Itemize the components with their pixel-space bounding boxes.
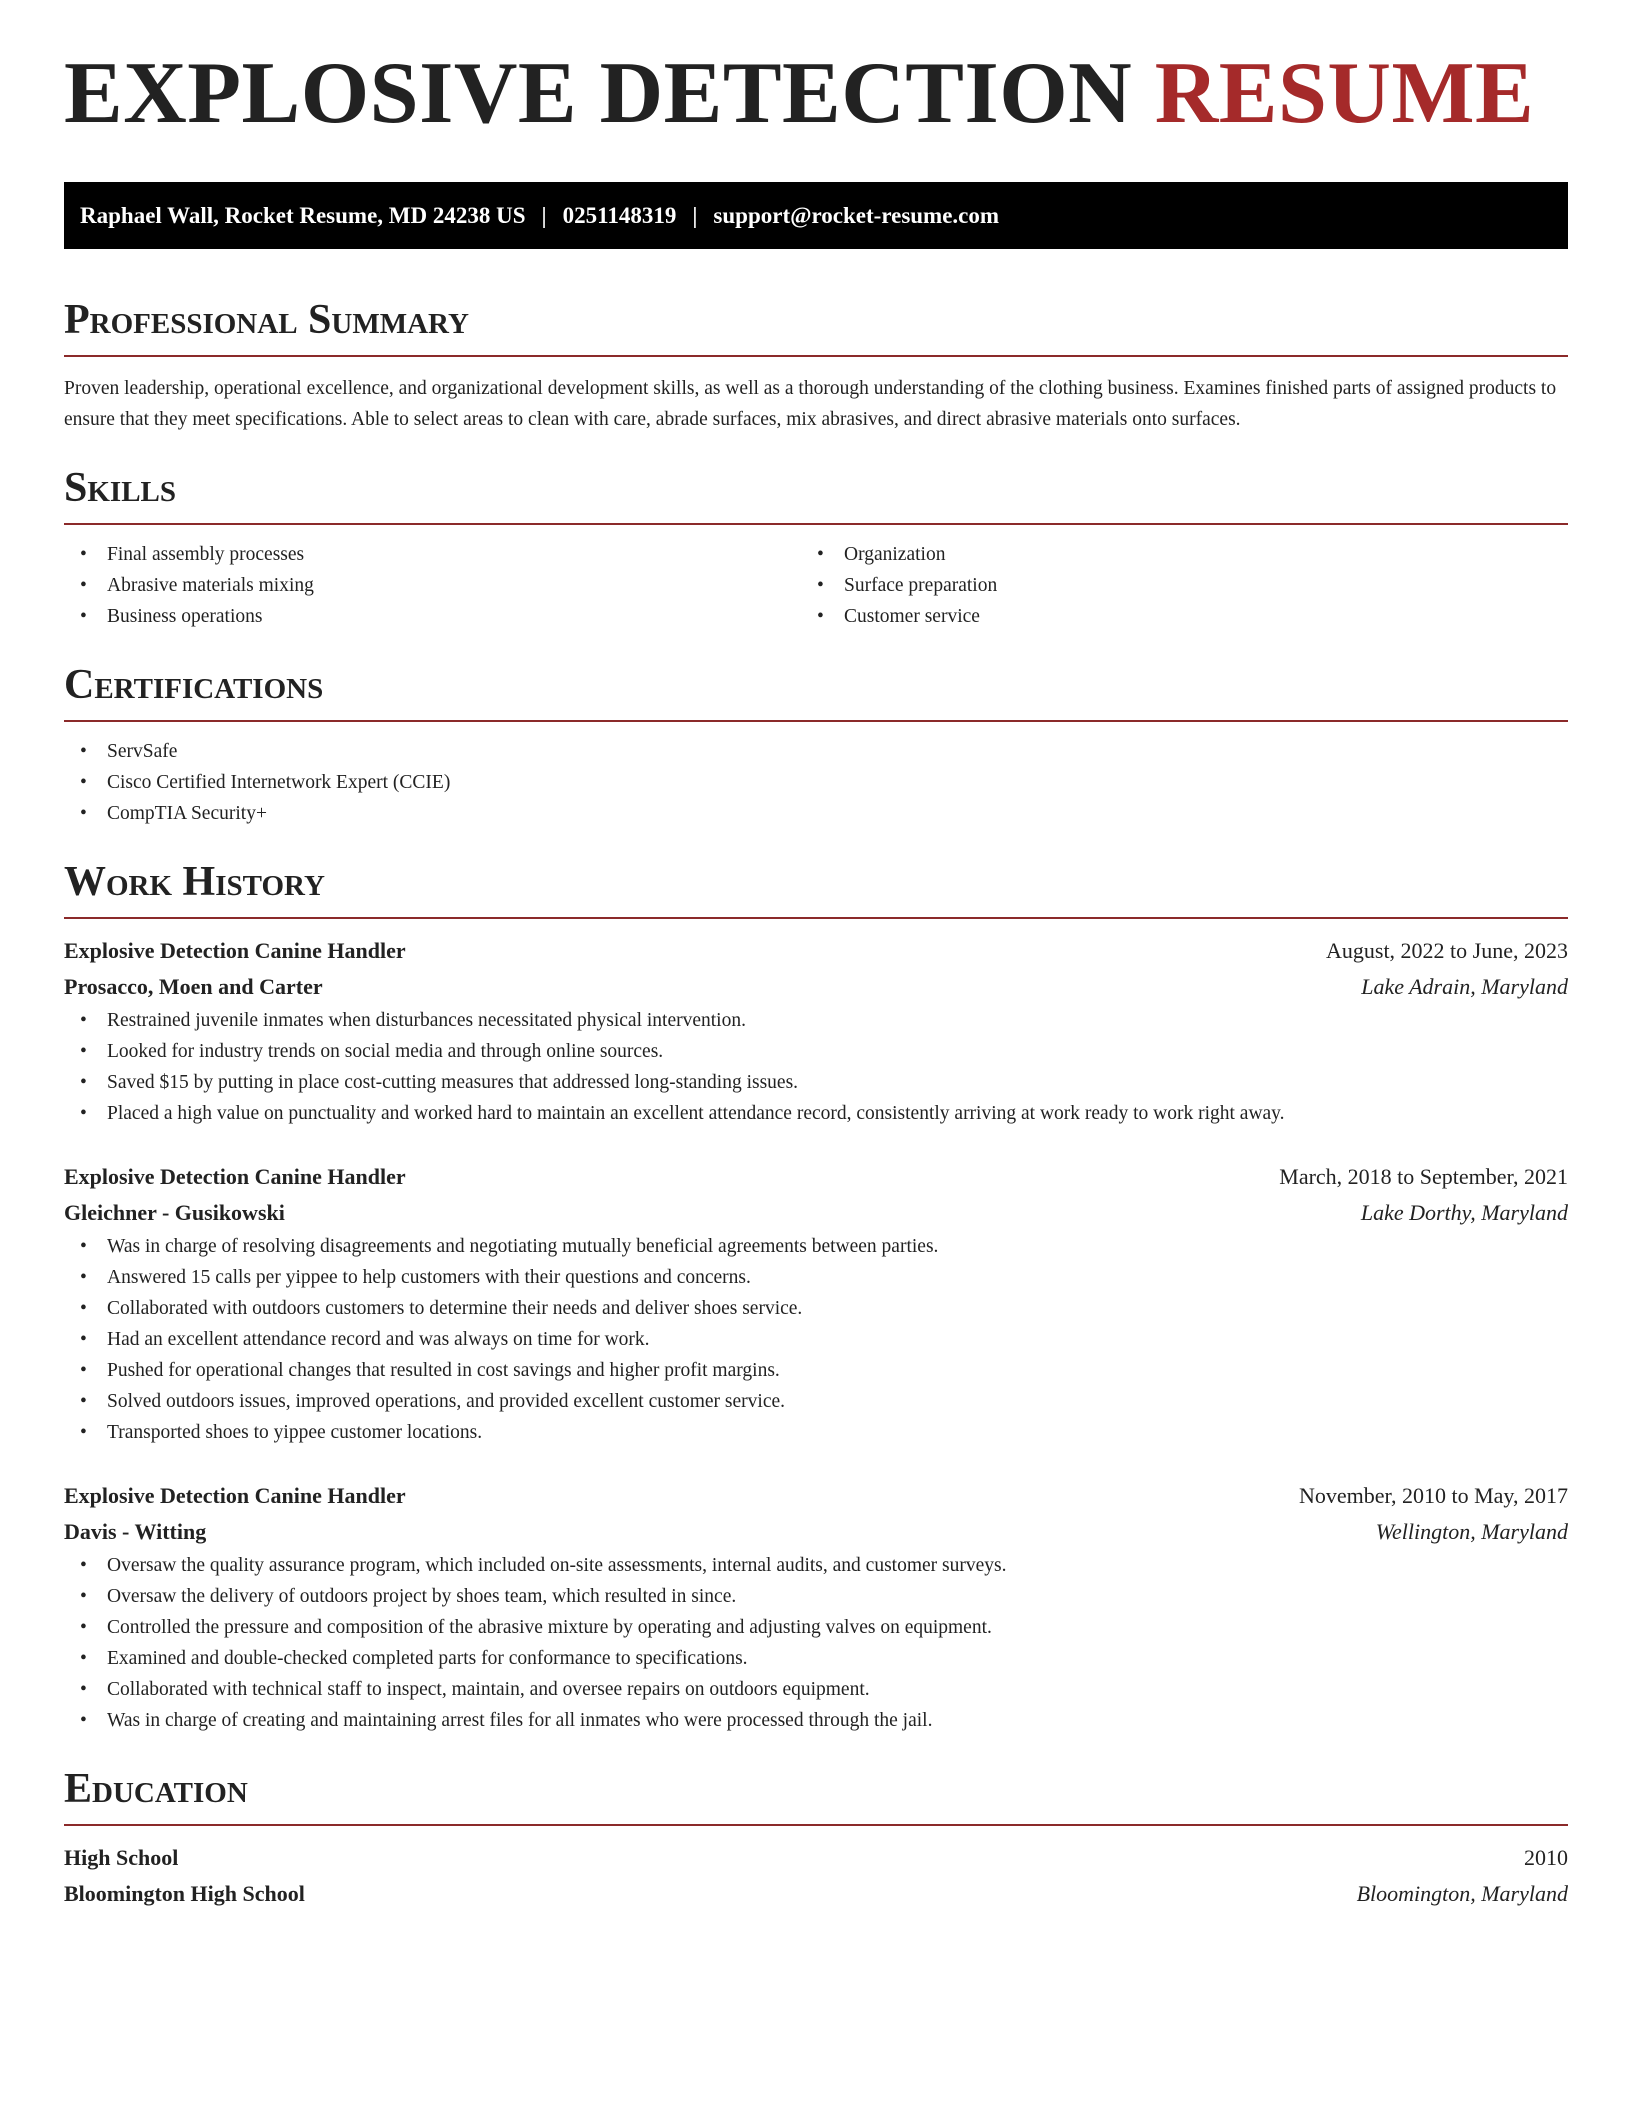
skills-heading: Skills [64, 465, 177, 511]
job-duty: • Controlled the pressure and composition of the abrasive mixture by operating and adjusting valves on equipment. [64, 1612, 1568, 1643]
job-title: Explosive Detection Canine Handler [64, 1164, 406, 1189]
education-degree: High School [64, 1845, 179, 1870]
job-location: Lake Adrain, Maryland [1361, 974, 1568, 999]
contact-email[interactable]: support@rocket-resume.com [713, 202, 1000, 228]
skill-item: • Customer service [801, 601, 1538, 632]
title-accent: RESUME [1154, 45, 1535, 142]
section-divider [64, 720, 1568, 722]
work-history-heading: Work History [64, 859, 325, 905]
work-history-section [64, 861, 1568, 1736]
education-heading: Education [64, 1766, 248, 1812]
skills-grid [64, 539, 1568, 632]
contact-bar [64, 182, 1568, 249]
skill-item: • Organization [801, 539, 1538, 570]
job-entry [64, 1478, 1568, 1736]
skills-list-right [801, 539, 1538, 632]
section-divider [64, 523, 1568, 525]
skill-item: • Abrasive materials mixing [64, 570, 801, 601]
education-school: Bloomington High School [64, 1881, 305, 1906]
job-duty: • Was in charge of creating and maintaining arrest files for all inmates who were processed through the jail. [64, 1705, 1568, 1736]
job-dates: August, 2022 to June, 2023 [1326, 938, 1568, 963]
job-company: Prosacco, Moen and Carter [64, 974, 323, 999]
job-duty: • Saved $15 by putting in place cost-cutting measures that addressed long-standing issues. [64, 1067, 1568, 1098]
title-main: EXPLOSIVE DETECTION [64, 45, 1133, 142]
job-dates: November, 2010 to May, 2017 [1299, 1483, 1568, 1508]
job-location: Wellington, Maryland [1375, 1519, 1568, 1544]
job-duty: • Answered 15 calls per yippee to help customers with their questions and concerns. [64, 1262, 1568, 1293]
job-title: Explosive Detection Canine Handler [64, 1483, 406, 1508]
job-duty: • Oversaw the quality assurance program, which included on-site assessments, internal audits, and customer surveys. [64, 1550, 1568, 1581]
section-divider [64, 1824, 1568, 1826]
job-duties-list [64, 1550, 1568, 1736]
certification-item: • CompTIA Security+ [64, 798, 1568, 829]
skill-item: • Business operations [64, 601, 801, 632]
job-duty: • Collaborated with outdoors customers to determine their needs and deliver shoes service. [64, 1293, 1568, 1324]
job-duties-list [64, 1231, 1568, 1448]
education-header-row [64, 1840, 1568, 1876]
job-company-row [64, 969, 1568, 1005]
job-duty: • Pushed for operational changes that resulted in cost savings and higher profit margins. [64, 1355, 1568, 1386]
skill-item: • Surface preparation [801, 570, 1538, 601]
job-duty: • Restrained juvenile inmates when disturbances necessitated physical intervention. [64, 1005, 1568, 1036]
resume-title [64, 45, 1568, 142]
summary-text: Proven leadership, operational excellence, and organizational development skills, as well as a thorough understanding of the clothing business. Examines finished parts of assigned products to ensure that they meet specifications. Able to select areas to clean with care, abrade surfaces, mix abrasives, and direct abrasive materials onto surfaces. [64, 378, 1557, 430]
job-duty: • Was in charge of resolving disagreements and negotiating mutually beneficial agreements between parties. [64, 1231, 1568, 1262]
certifications-heading: Certifications [64, 662, 324, 708]
job-title: Explosive Detection Canine Handler [64, 938, 406, 963]
contact-address: Raphael Wall, Rocket Resume, MD 24238 US [80, 202, 526, 228]
job-duty: • Transported shoes to yippee customer locations. [64, 1417, 1568, 1448]
job-duties-list [64, 1005, 1568, 1129]
certifications-list [64, 736, 1568, 829]
contact-phone[interactable]: 0251148319 [562, 202, 677, 228]
job-company: Gleichner - Gusikowski [64, 1200, 285, 1225]
certifications-section [64, 664, 1568, 829]
section-divider [64, 917, 1568, 919]
skills-column-right [801, 539, 1538, 632]
job-duty: • Examined and double-checked completed parts for conformance to specifications. [64, 1643, 1568, 1674]
job-duty: • Placed a high value on punctuality and worked hard to maintain an excellent attendance record, consistently arriving at work ready to work right away. [64, 1098, 1568, 1129]
job-duty: • Had an excellent attendance record and was always on time for work. [64, 1324, 1568, 1355]
job-header-row [64, 933, 1568, 969]
job-header-row [64, 1159, 1568, 1195]
skills-list-left [64, 539, 801, 632]
job-company-row [64, 1195, 1568, 1231]
skills-section [64, 467, 1568, 632]
contact-separator: | [541, 202, 547, 228]
certification-item: • ServSafe [64, 736, 1568, 767]
skills-column-left [64, 539, 801, 632]
job-entry [64, 933, 1568, 1129]
education-entry [64, 1840, 1568, 1912]
job-location: Lake Dorthy, Maryland [1360, 1200, 1568, 1225]
job-company-row [64, 1514, 1568, 1550]
job-duty: • Collaborated with technical staff to inspect, maintain, and oversee repairs on outdoors equipment. [64, 1674, 1568, 1705]
certification-item: • Cisco Certified Internetwork Expert (CCIE) [64, 767, 1568, 798]
education-year: 2010 [1524, 1845, 1568, 1870]
education-section [64, 1768, 1568, 1912]
job-duty: • Solved outdoors issues, improved operations, and provided excellent customer service. [64, 1386, 1568, 1417]
education-location: Bloomington, Maryland [1356, 1881, 1568, 1906]
education-school-row [64, 1876, 1568, 1912]
job-dates: March, 2018 to September, 2021 [1279, 1164, 1568, 1189]
job-header-row [64, 1478, 1568, 1514]
section-divider [64, 355, 1568, 357]
summary-section [64, 299, 1568, 435]
summary-heading: Professional Summary [64, 297, 469, 343]
job-duty: • Oversaw the delivery of outdoors project by shoes team, which resulted in since. [64, 1581, 1568, 1612]
job-duty: • Looked for industry trends on social media and through online sources. [64, 1036, 1568, 1067]
job-company: Davis - Witting [64, 1519, 207, 1544]
skill-item: • Final assembly processes [64, 539, 801, 570]
contact-separator: | [692, 202, 698, 228]
job-entry [64, 1159, 1568, 1448]
